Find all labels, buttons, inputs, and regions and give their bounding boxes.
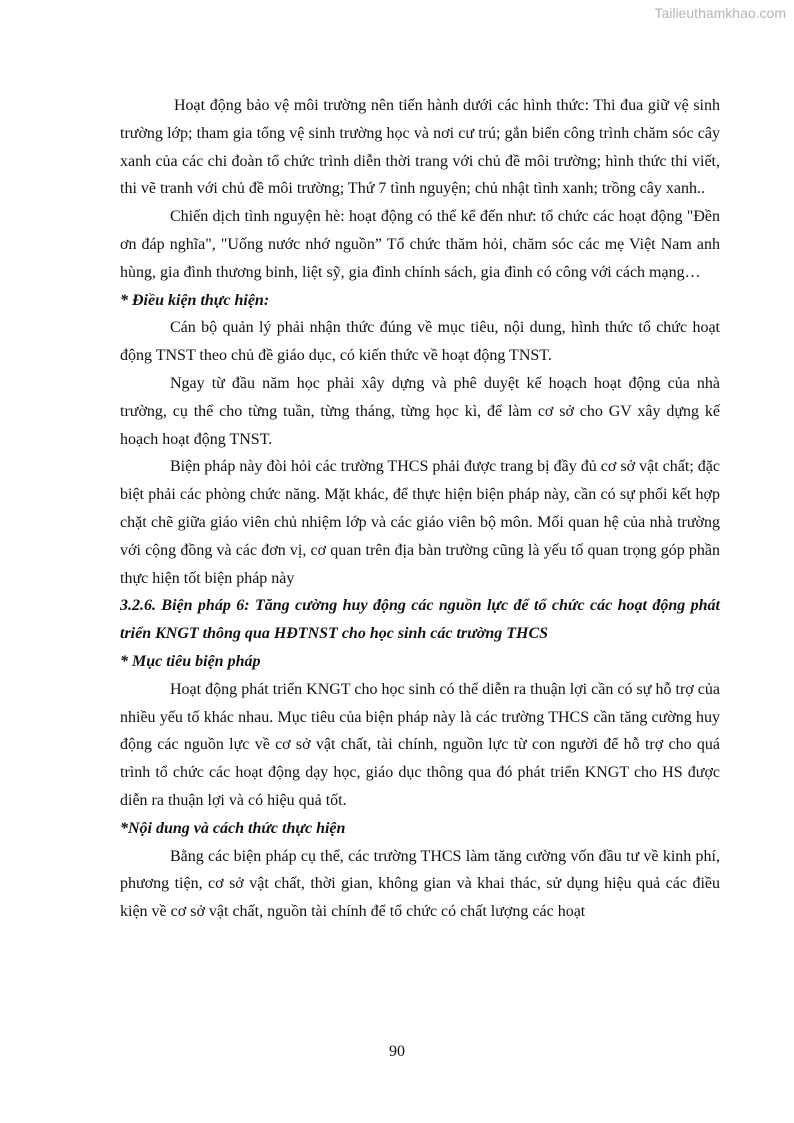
section-heading: 3.2.6. Biện pháp 6: Tăng cường huy động các nguồn lực để tổ chức các hoạt động phát triển KNGT thông qua HĐTNST cho học sinh các trường THCS	[120, 597, 720, 643]
section-heading: * Mục tiêu biện pháp	[120, 652, 261, 670]
paragraph: Cán bộ quản lý phải nhận thức đúng về mục tiêu, nội dung, hình thức tổ chức hoạt động TNST theo chủ đề giáo dục, có kiến thức về hoạt động TNST.	[120, 319, 720, 365]
paragraph: Hoạt động bảo vệ môi trường nên tiến hành dưới các hình thức: Thi đua giữ vệ sinh trường lớp; tham gia tổng vệ sinh trường học và nơi cư trú; gắn biển công trình chăm sóc cây xanh của các chi đoàn tổ chức trình diễn thời trang với chủ đề môi trường; hình thức thi viết, thi vẽ tranh với chủ đề môi trường; Thứ 7 tình nguyện; chủ nhật tình xanh; trồng cây xanh..	[120, 97, 720, 198]
paragraph: Hoạt động phát triển KNGT cho học sinh có thể diễn ra thuận lợi cần có sự hỗ trợ của nhiều yếu tố khác nhau. Mục tiêu của biện pháp này là các trường THCS cần tăng cường huy động các nguồn lực về cơ sở vật chất, tài chính, nguồn lực từ con người để hỗ trợ cho quá trình tổ chức các hoạt động dạy học, giáo dục thông qua đó phát triển KNGT cho HS được diễn ra thuận lợi và có hiệu quả tốt.	[120, 680, 720, 809]
paragraph: Bằng các biện pháp cụ thể, các trường THCS làm tăng cường vốn đầu tư về kinh phí, phương tiện, cơ sở vật chất, thời gian, không gian và khai thác, sử dụng hiệu quả các điều kiện về cơ sở vật chất, nguồn tài chính để tổ chức có chất lượng các hoạt	[120, 847, 720, 921]
paragraph: Ngay từ đầu năm học phải xây dựng và phê duyệt kế hoạch hoạt động của nhà trường, cụ thể cho từng tuần, từng tháng, từng học kì, để làm cơ sở cho GV xây dựng kế hoạch hoạt động TNST.	[120, 374, 720, 448]
paragraph: Chiến dịch tình nguyện hè: hoạt động có thể kể đến như: tổ chức các hoạt động "Đền ơn đáp nghĩa", "Uống nước nhớ nguồn” Tổ chức thăm hỏi, chăm sóc các mẹ Việt Nam anh hùng, gia đình thương binh, liệt sỹ, gia đình chính sách, gia đình có công với cách mạng…	[120, 208, 720, 281]
page-number: 90	[389, 1043, 405, 1060]
watermark: Tailieuthamkhao.com	[654, 5, 786, 21]
section-heading: *Nội dung và cách thức thực hiện	[120, 819, 346, 837]
paragraph: Biện pháp này đòi hỏi các trường THCS phải được trang bị đầy đủ cơ sở vật chất; đặc biệt phải các phòng chức năng. Mặt khác, để thực hiện biện pháp này, cần có sự phối kết hợp chặt chẽ giữa giáo viên chủ nhiệm lớp và các giáo viên bộ môn. Mối quan hệ của nhà trường với cộng đồng và các đơn vị, cơ quan trên địa bàn trường cũng là yếu tố quan trọng góp phần thực hiện tốt biện pháp này	[120, 458, 720, 587]
document-body	[120, 92, 720, 926]
section-heading: * Điều kiện thực hiện:	[120, 291, 270, 309]
